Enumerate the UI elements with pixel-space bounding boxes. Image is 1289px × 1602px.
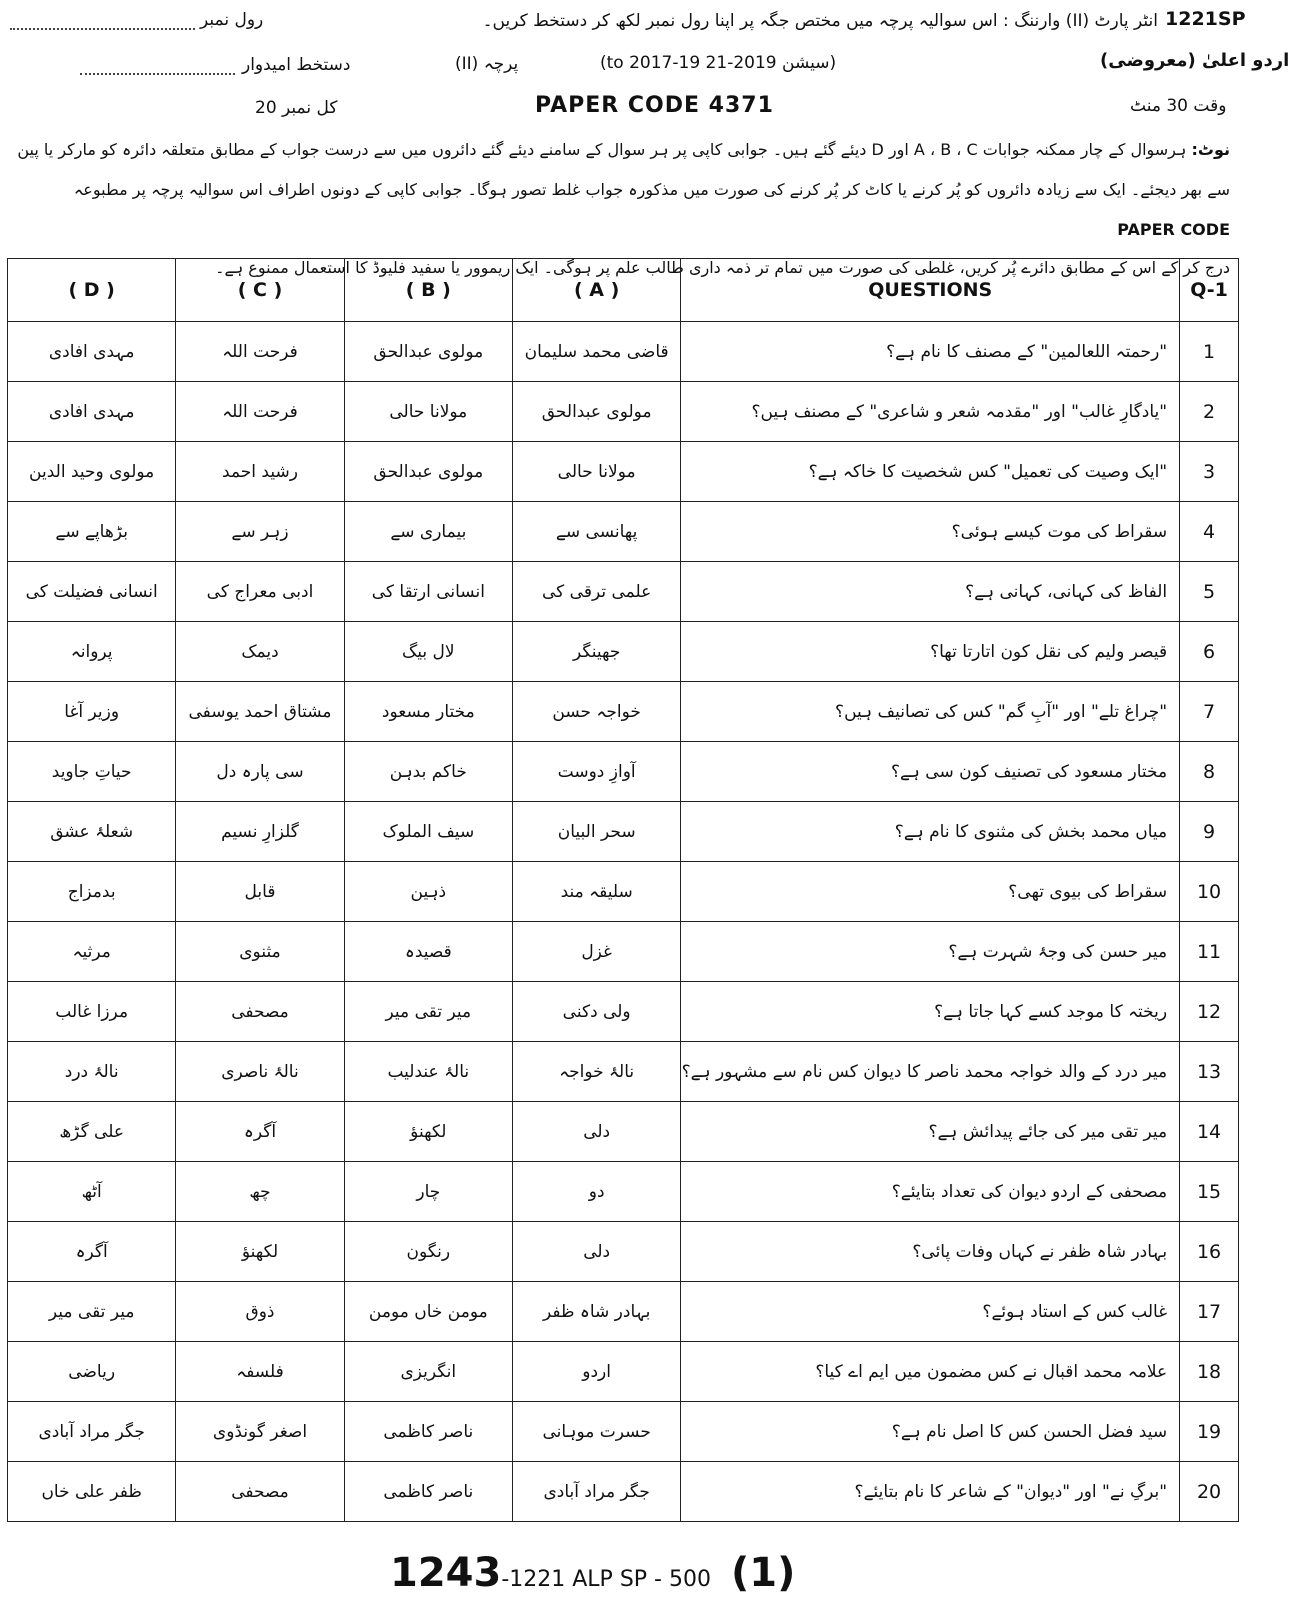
option-b: قصیدہ (344, 922, 512, 982)
table-row (8, 922, 1239, 982)
option-b: خاکم بدہن (344, 742, 512, 802)
option-b: بیماری سے (344, 502, 512, 562)
note-paper-code: PAPER CODE (1117, 220, 1230, 239)
question-number: 9 (1180, 802, 1239, 862)
header-option-d: ( D ) (8, 259, 176, 322)
option-b: انگریزی (344, 1342, 512, 1402)
header-option-a: ( A ) (512, 259, 680, 322)
roll-number-field[interactable] (10, 28, 195, 30)
option-c: مصحفی (176, 1462, 344, 1522)
option-a: جھینگر (512, 622, 680, 682)
warning-text: انٹر پارٹ (II) وارننگ : اس سوالیہ پرچہ میں مختص جگہ پر اپنا رول نمبر لکھ کر دستخط کریں۔ (482, 11, 1158, 31)
option-d: میر تقی میر (8, 1282, 176, 1342)
paper-code: PAPER CODE 4371 (535, 93, 774, 118)
option-a: حسرت موہانی (512, 1402, 680, 1462)
header-option-c: ( C ) (176, 259, 344, 322)
page-number: (1) (730, 1550, 796, 1596)
option-d: آٹھ (8, 1162, 176, 1222)
subject-title: اردو اعلیٰ (معروضی) (1100, 50, 1289, 71)
question-text: غالب کس کے استاد ہوئے؟ (681, 1282, 1180, 1342)
option-a: ولی دکنی (512, 982, 680, 1042)
table-row (8, 1042, 1239, 1102)
option-a: مولانا حالی (512, 442, 680, 502)
question-text: "چراغ تلے" اور "آبِ گم" کس کی تصانیف ہیں؟ (681, 682, 1180, 742)
option-d: شعلۂ عشق (8, 802, 176, 862)
option-d: پروانہ (8, 622, 176, 682)
total-marks: کل نمبر 20 (255, 98, 338, 118)
question-number: 17 (1180, 1282, 1239, 1342)
table-row (8, 622, 1239, 682)
question-number: 15 (1180, 1162, 1239, 1222)
question-text: سقراط کی موت کیسے ہوئی؟ (681, 502, 1180, 562)
option-b: ناصر کاظمی (344, 1462, 512, 1522)
question-number: 3 (1180, 442, 1239, 502)
note-label: نوٹ: (1191, 140, 1230, 159)
option-a: نالۂ خواجہ (512, 1042, 680, 1102)
session-text: (سیشن 2019-21 to 2017-19) (600, 53, 837, 73)
option-c: قابل (176, 862, 344, 922)
paper-id: 1221SP (1165, 8, 1246, 30)
option-c: اصغر گونڈوی (176, 1402, 344, 1462)
header-questions: QUESTIONS (681, 259, 1180, 322)
option-d: نالۂ درد (8, 1042, 176, 1102)
option-d: بڑھاپے سے (8, 502, 176, 562)
option-c: زہر سے (176, 502, 344, 562)
option-c: گلزارِ نسیم (176, 802, 344, 862)
option-c: ذوق (176, 1282, 344, 1342)
table-row (8, 682, 1239, 742)
footer-code-main: 1243 (390, 1550, 502, 1596)
option-a: علمی ترقی کی (512, 562, 680, 622)
question-text: سید فضل الحسن کس کا اصل نام ہے؟ (681, 1402, 1180, 1462)
option-d: مہدی افادی (8, 382, 176, 442)
question-text: "ایک وصیت کی تعمیل" کس شخصیت کا خاکہ ہے؟ (681, 442, 1180, 502)
option-b: لکھنؤ (344, 1102, 512, 1162)
option-b: سیف الملوک (344, 802, 512, 862)
table-row (8, 1222, 1239, 1282)
option-d: حیاتِ جاوید (8, 742, 176, 802)
option-a: اردو (512, 1342, 680, 1402)
option-b: مولوی عبدالحق (344, 442, 512, 502)
table-row (8, 1462, 1239, 1522)
option-a: جگر مراد آبادی (512, 1462, 680, 1522)
question-number: 8 (1180, 742, 1239, 802)
table-row (8, 502, 1239, 562)
option-d: ظفر علی خاں (8, 1462, 176, 1522)
option-c: ادبی معراج کی (176, 562, 344, 622)
question-text: میر درد کے والد خواجہ محمد ناصر کا دیوان کس نام سے مشہور ہے؟ (681, 1042, 1180, 1102)
table-row (8, 442, 1239, 502)
header-option-b: ( B ) (344, 259, 512, 322)
question-number: 2 (1180, 382, 1239, 442)
option-d: علی گڑھ (8, 1102, 176, 1162)
question-number: 5 (1180, 562, 1239, 622)
question-text: علامہ محمد اقبال نے کس مضمون میں ایم اے کیا؟ (681, 1342, 1180, 1402)
option-c: نالۂ ناصری (176, 1042, 344, 1102)
table-row (8, 862, 1239, 922)
footer-code-detail: -1221 ALP SP - 500 (501, 1567, 711, 1592)
option-c: لکھنؤ (176, 1222, 344, 1282)
option-c: فرحت اللہ (176, 322, 344, 382)
option-a: غزل (512, 922, 680, 982)
option-b: نالۂ عندلیب (344, 1042, 512, 1102)
question-number: 12 (1180, 982, 1239, 1042)
question-text: مختار مسعود کی تصنیف کون سی ہے؟ (681, 742, 1180, 802)
question-text: ریختہ کا موجد کسے کہا جاتا ہے؟ (681, 982, 1180, 1042)
option-a: دو (512, 1162, 680, 1222)
paper-number: پرچہ (II) (455, 54, 519, 74)
question-number: 19 (1180, 1402, 1239, 1462)
question-text: سقراط کی بیوی تھی؟ (681, 862, 1180, 922)
question-number: 18 (1180, 1342, 1239, 1402)
option-c: دیمک (176, 622, 344, 682)
option-c: فلسفہ (176, 1342, 344, 1402)
option-a: دلی (512, 1102, 680, 1162)
question-number: 13 (1180, 1042, 1239, 1102)
option-d: بدمزاج (8, 862, 176, 922)
question-number: 7 (1180, 682, 1239, 742)
option-b: میر تقی میر (344, 982, 512, 1042)
question-number: 10 (1180, 862, 1239, 922)
question-text: بہادر شاہ ظفر نے کہاں وفات پائی؟ (681, 1222, 1180, 1282)
table-row (8, 1282, 1239, 1342)
question-number: 11 (1180, 922, 1239, 982)
table-row (8, 742, 1239, 802)
option-a: سحر البیان (512, 802, 680, 862)
option-b: ذہین (344, 862, 512, 922)
option-c: رشید احمد (176, 442, 344, 502)
header-question-number: Q-1 (1180, 259, 1239, 322)
table-header-row (8, 259, 1239, 322)
option-d: وزیر آغا (8, 682, 176, 742)
option-a: بہادر شاہ ظفر (512, 1282, 680, 1342)
option-a: خواجہ حسن (512, 682, 680, 742)
question-number: 4 (1180, 502, 1239, 562)
table-row (8, 322, 1239, 382)
option-d: انسانی فضیلت کی (8, 562, 176, 622)
option-d: مرزا غالب (8, 982, 176, 1042)
question-text: "برگِ نے" اور "دیوان" کے شاعر کا نام بتایئے؟ (681, 1462, 1180, 1522)
option-d: مہدی افادی (8, 322, 176, 382)
footer-code (390, 1550, 795, 1596)
question-text: قیصر ولیم کی نقل کون اتارتا تھا؟ (681, 622, 1180, 682)
table-row (8, 1402, 1239, 1462)
option-a: مولوی عبدالحق (512, 382, 680, 442)
question-number: 14 (1180, 1102, 1239, 1162)
option-d: ریاضی (8, 1342, 176, 1402)
question-text: "رحمتہ اللعالمین" کے مصنف کا نام ہے؟ (681, 322, 1180, 382)
note-line-4: درج کر کے اس کے مطابق دائرے پُر کریں، غلطی کی صورت میں تمام تر ذمہ داری طالب علم پر ہوگی۔ ایک ریموور یا سفید فلیوڈ کا استعمال ممنوع ہے۔ (215, 258, 1230, 277)
note-line-1 (17, 140, 1230, 159)
table-row (8, 1102, 1239, 1162)
table-row (8, 802, 1239, 862)
question-number: 6 (1180, 622, 1239, 682)
mcq-table (7, 258, 1239, 1522)
option-b: چار (344, 1162, 512, 1222)
option-b: رنگون (344, 1222, 512, 1282)
question-text: الفاظ کی کہانی، کہانی ہے؟ (681, 562, 1180, 622)
option-b: مختار مسعود (344, 682, 512, 742)
option-d: جگر مراد آبادی (8, 1402, 176, 1462)
option-d: آگرہ (8, 1222, 176, 1282)
option-c: چھ (176, 1162, 344, 1222)
option-b: مومن خاں مومن (344, 1282, 512, 1342)
option-a: دلی (512, 1222, 680, 1282)
note-line-2: سے بھر دیجئے۔ ایک سے زیادہ دائروں کو پُر کرنے یا کاٹ کر پُر کرنے کی صورت میں مذکورہ جواب غلط تصور ہوگا۔ جوابی کاپی کے دونوں اطراف اس سوالیہ پرچہ پر مطبوعہ (73, 180, 1230, 199)
option-a: آوازِ دوست (512, 742, 680, 802)
table-row (8, 1162, 1239, 1222)
option-c: آگرہ (176, 1102, 344, 1162)
roll-number-label: رول نمبر (200, 10, 264, 30)
option-c: سی پارہ دل (176, 742, 344, 802)
option-d: مولوی وحید الدین (8, 442, 176, 502)
option-a: سلیقہ مند (512, 862, 680, 922)
question-number: 20 (1180, 1462, 1239, 1522)
option-a: قاضی محمد سلیمان (512, 322, 680, 382)
question-text: میاں محمد بخش کی مثنوی کا نام ہے؟ (681, 802, 1180, 862)
question-text: میر تقی میر کی جائے پیدائش ہے؟ (681, 1102, 1180, 1162)
option-c: مشتاق احمد یوسفی (176, 682, 344, 742)
option-b: مولوی عبدالحق (344, 322, 512, 382)
question-text: مصحفی کے اردو دیوان کی تعداد بتایئے؟ (681, 1162, 1180, 1222)
option-c: مثنوی (176, 922, 344, 982)
option-c: مصحفی (176, 982, 344, 1042)
note-text-1: ہرسوال کے چار ممکنہ جوابات A ، B ، C اور D دیئے گئے ہیں۔ جوابی کاپی پر ہر سوال کے سامنے دیئے گئے دائروں میں سے درست جواب کے مطابق متعلقہ دائرہ کو مارکر یا پین (17, 140, 1187, 159)
option-d: مرثیہ (8, 922, 176, 982)
candidate-signature-field[interactable] (80, 73, 235, 75)
table-row (8, 1342, 1239, 1402)
option-b: لال بیگ (344, 622, 512, 682)
time-allowed: وقت 30 منٹ (1130, 96, 1227, 116)
note-line-3 (1117, 220, 1230, 239)
table-row (8, 382, 1239, 442)
option-c: فرحت اللہ (176, 382, 344, 442)
option-b: مولانا حالی (344, 382, 512, 442)
question-number: 16 (1180, 1222, 1239, 1282)
option-a: پھانسی سے (512, 502, 680, 562)
question-text: "یادگارِ غالب" اور "مقدمہ شعر و شاعری" کے مصنف ہیں؟ (681, 382, 1180, 442)
question-text: میر حسن کی وجۂ شہرت ہے؟ (681, 922, 1180, 982)
question-number: 1 (1180, 322, 1239, 382)
option-b: انسانی ارتقا کی (344, 562, 512, 622)
option-b: ناصر کاظمی (344, 1402, 512, 1462)
table-row (8, 982, 1239, 1042)
table-row (8, 562, 1239, 622)
candidate-signature-label: دستخط امیدوار (242, 55, 351, 75)
